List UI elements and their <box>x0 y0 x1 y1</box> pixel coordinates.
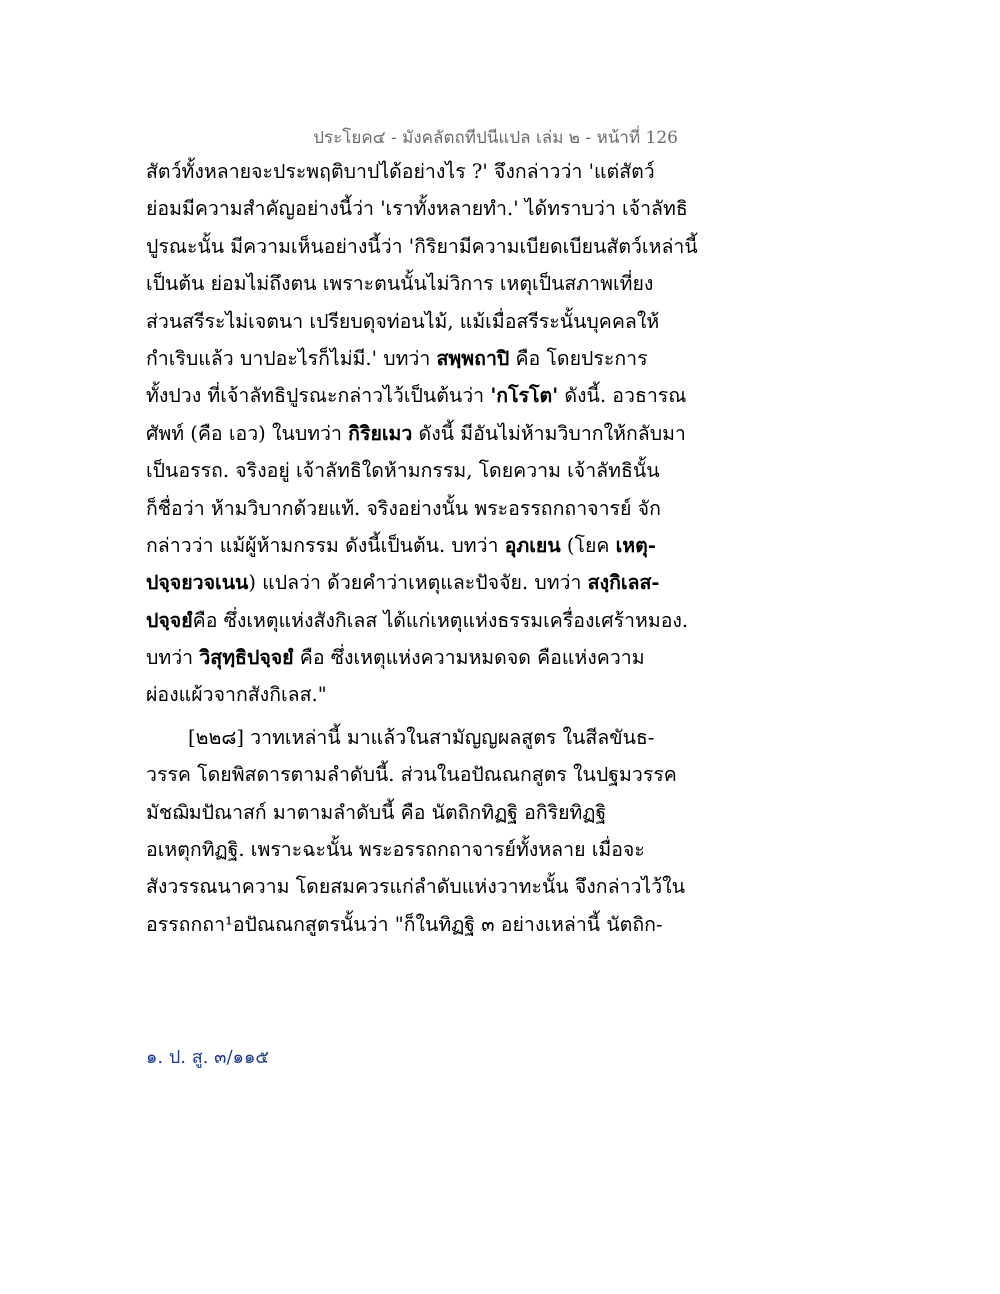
text-line: มัชฌิมปัณาสก์ มาตามลำดับนี้ คือ นัตถิกทิฏฐิ อกิริยทิฏฐิ <box>146 800 607 824</box>
text-line: สัตว์ทั้งหลายจะประพฤติบาปได้อย่างไร ?' จึงกล่าวว่า 'แต่สัตว์ <box>146 160 655 183</box>
footnote: ๑. ป. สู. ๓/๑๑๕ <box>146 1047 270 1068</box>
text-segment: คือ ซึ่งเหตุแห่งความหมดจด คือแห่งความ <box>293 646 645 670</box>
text-segment: ทั้งปวง ที่เจ้าลัทธิปูรณะกล่าวไว้เป็นต้นว่า <box>146 384 491 408</box>
page-header: ประโยค๔ - มังคลัตถทีปนีแปล เล่ม ๒ - หน้าที่ 126 <box>313 128 678 148</box>
bold-term: ปจฺจยวจเนน <box>146 571 249 595</box>
text-line: ส่วนสรีระไม่เจตนา เปรียบดุจท่อนไม้, แม้เมื่อสรีระนั้นบุคคลให้ <box>146 309 660 333</box>
text-line: ปูรณะนั้น มีความเห็นอย่างนี้ว่า 'กิริยามีความเบียดเบียนสัตว์เหล่านี้ <box>146 234 698 258</box>
text-segment: ดังนี้. อวธารณ <box>558 384 687 408</box>
text-segment: คือ ซึ่งเหตุแห่งสังกิเลส ได้แก่เหตุแห่งธรรมเครื่องเศร้าหมอง. <box>192 608 689 632</box>
text-segment: กล่าวว่า แม้ผู้ห้ามกรรม ดังนี้เป็นต้น. บทว่า <box>146 533 505 557</box>
text-line: วรรค โดยพิสดารตามลำดับนี้. ส่วนในอปัณณกสูตร ในปฐมวรรค <box>146 763 677 787</box>
bold-term: เหตุ- <box>615 533 656 557</box>
bold-term: สพฺพถาปิ <box>436 346 510 370</box>
text-line <box>146 564 706 601</box>
text-line <box>146 639 706 676</box>
text-line <box>146 377 706 414</box>
text-segment: ) แปลว่า ด้วยคำว่าเหตุและปัจจัย. บทว่า <box>248 571 588 595</box>
text-line <box>146 415 706 452</box>
bold-term: กิริยเมว <box>348 421 413 445</box>
text-line: อเหตุกทิฏฐิ. เพราะฉะนั้น พระอรรถกถาจารย์ทั้งหลาย เมื่อจะ <box>146 838 645 862</box>
bold-term: วิสุทฺธิปจฺจยํ <box>199 646 294 670</box>
text-segment: คือ โดยประการ <box>509 346 648 370</box>
text-line: เป็นอรรถ. จริงอยู่ เจ้าลัทธิใดห้ามกรรม, โดยความ เจ้าลัทธินั้น <box>146 459 660 483</box>
text-segment: (โยค <box>560 533 616 557</box>
text-line <box>146 602 706 639</box>
text-line: ผ่องแผ้วจากสังกิเลส." <box>146 683 327 707</box>
text-line: เป็นต้น ย่อมไม่ถึงตน เพราะตนนั้นไม่วิการ เหตุเป็นสภาพเที่ยง <box>146 272 654 296</box>
text-line: ก็ชื่อว่า ห้ามวิบากด้วยแท้. จริงอย่างนั้น พระอรรถกถาจารย์ จัก <box>146 496 661 520</box>
text-segment: ดังนี้ มีอันไม่ห้ามวิบากให้กลับมา <box>412 421 686 445</box>
bold-term: 'กโรโต' <box>490 384 559 408</box>
text-line: ย่อมมีความสำคัญอย่างนี้ว่า 'เราทั้งหลายทำ.' ได้ทราบว่า เจ้าลัทธิ <box>146 197 688 221</box>
text-line <box>146 527 706 564</box>
text-segment: ศัพท์ (คือ เอว) ในบทว่า <box>146 421 349 445</box>
text-line: สังวรรณนาความ โดยสมควรแก่ลำดับแห่งวาทะนั้น จึงกล่าวไว้ใน <box>146 875 686 899</box>
bold-term: อุภเยน <box>504 533 561 557</box>
bold-term: ปจฺจยํ <box>146 608 193 632</box>
paragraph-start-line: [๒๒๘] วาทเหล่านี้ มาแล้วในสามัญญผลสูตร ในสีลขันธ- <box>188 725 655 749</box>
text-line <box>146 340 706 377</box>
bold-term: สงฺกิเลส- <box>587 571 660 595</box>
text-segment: บทว่า <box>146 646 200 670</box>
text-line: อรรถกถา¹อปัณณกสูตรนั้นว่า "ก็ในทิฏฐิ ๓ อย่างเหล่านี้ นัตถิก- <box>146 912 663 936</box>
body-text <box>146 153 706 943</box>
text-segment: กำเริบแล้ว บาปอะไรก็ไม่มี.' บทว่า <box>146 346 437 370</box>
